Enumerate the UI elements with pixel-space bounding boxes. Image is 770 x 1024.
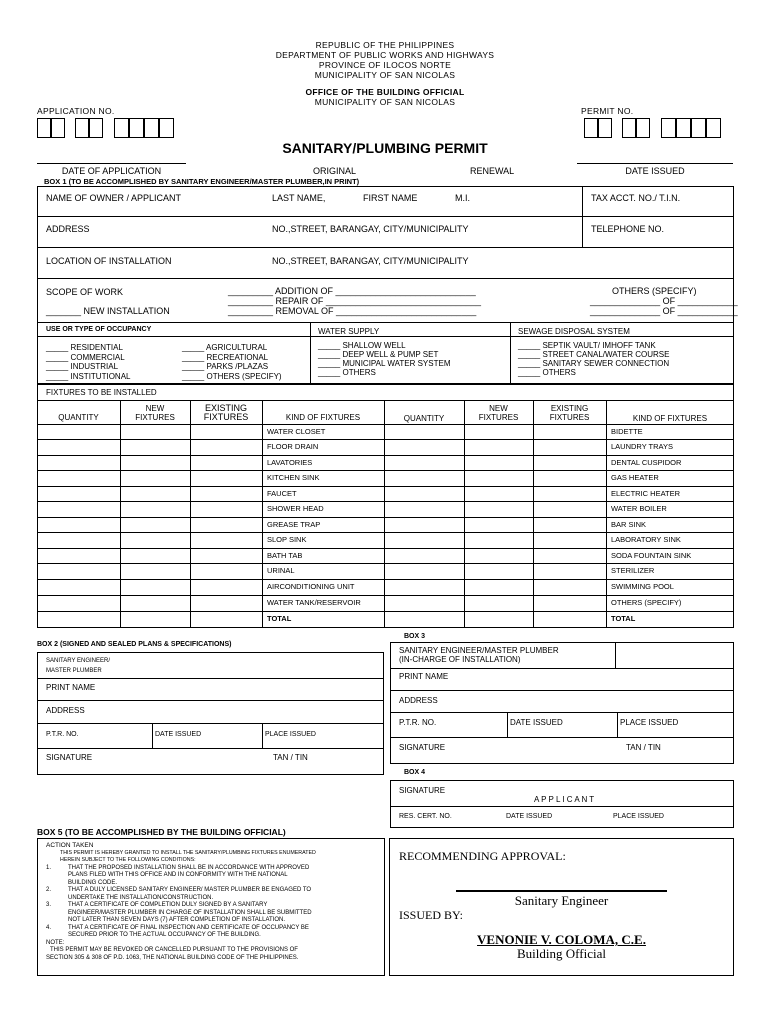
sewage-option[interactable]: _____ OTHERS [518,368,576,377]
fixture-label: FAUCET [267,489,297,498]
box2-tan: TAN / TIN [273,753,308,762]
fixture-label: ELECTRIC HEATER [611,489,681,498]
condition-4 [46,925,380,940]
condition-text: THAT THE PROPOSED INSTALLATION SHALL BE IN ACCORDANCE WITH APPROVED [68,864,310,871]
page-title: SANITARY/PLUMBING PERMIT [282,140,488,156]
box2-ptr: P.T.R. NO. [46,731,79,738]
fixture-label: WATER TANK/RESERVOIR [267,598,361,607]
fixture-label: BAR SINK [611,520,647,529]
fixtures-title: FIXTURES TO BE INSTALLED [46,388,157,397]
conditions-intro: THIS PERMIT IS HEREBY GRANTED TO INSTALL THE SANITARY/PLUMBING FIXTURES ENUMERATED [60,849,316,856]
box3-signature: SIGNATURE [399,743,446,752]
occupancy-option[interactable]: _____ INSTITUTIONAL [46,371,131,381]
app-no-digit[interactable] [37,118,51,138]
condition-text: NOT LATER THAN SEVEN DAYS (7) AFTER COMPLETION OF INSTALLATION. [68,917,286,923]
fixture-label: STERILIZER [611,566,655,575]
header-line2: DEPARTMENT OF PUBLIC WORKS AND HIGHWAYS [275,50,495,60]
permit-no-digit[interactable] [661,118,676,138]
issued-by-label: ISSUED BY: [399,908,463,922]
removal-option[interactable]: _________ REMOVAL OF ____________________________ [228,306,477,316]
fixture-label: OTHERS (SPECIFY) [611,598,682,607]
box3-tan: TAN / TIN [626,743,661,752]
permit-no-digit[interactable] [622,118,636,138]
sanitary-engineer-title: Sanitary Engineer [514,893,609,908]
box3-engineer-label [399,646,559,664]
fixture-label: LABORATORY SINK [611,535,681,544]
app-no-digit[interactable] [75,118,89,138]
scope-label: SCOPE OF WORK [46,287,124,297]
occupancy-option[interactable]: _____ COMMERCIAL [46,352,125,362]
permit-no-digit[interactable] [706,118,721,138]
permit-no-digit[interactable] [584,118,598,138]
sewage-option[interactable]: _____ SANITARY SEWER CONNECTION [518,359,670,368]
condition-1 [46,865,380,888]
fixtures-col-kind-2: KIND OF FIXTURES [632,414,708,423]
telephone-label: TELEPHONE NO. [591,224,665,234]
permit-no-digit[interactable] [676,118,691,138]
box2-engineer-line2: MASTER PLUMBER [46,667,102,674]
box3-title: BOX 3 [404,633,426,640]
water-options [318,341,450,377]
box5-title: BOX 5 (TO BE ACCOMPLISHED BY THE BUILDING OFFICIAL) [37,827,286,837]
app-no-digit[interactable] [144,118,159,138]
addition-option[interactable]: _________ ADDITION OF ____________________________ [228,286,476,296]
box3-engineer-line1: SANITARY ENGINEER/MASTER PLUMBER [399,646,559,655]
renewal-label[interactable]: RENEWAL [470,166,515,176]
app-no-digit[interactable] [159,118,174,138]
condition-text: THAT A CERTIFICATE OF FINAL INSPECTION AND CERTIFICATE OF OCCUPANCY BE [68,924,309,931]
box3-address: ADDRESS [399,696,438,705]
address-label: ADDRESS [46,224,90,234]
box3-print-name: PRINT NAME [399,672,449,681]
app-no-digit[interactable] [89,118,103,138]
occupancy-col1 [46,343,130,381]
fixtures-col-existing-2: EXISTING FIXTURES [549,404,590,422]
repair-option[interactable]: _________ REPAIR OF _______________________________ [228,296,482,306]
permit-no-digit[interactable] [691,118,706,138]
condition-text: THAT A CERTIFICATE OF COMPLETION DULY SIGNED BY A SANITARY [68,902,268,908]
official-name: VENONIE V. COLOMA, C.E. [477,932,646,947]
box3-place-issued: PLACE ISSUED [620,718,679,727]
location-format: NO.,STREET, BARANGAY, CITY/MUNICIPALITY [272,256,469,266]
box3-engineer-line2: (IN-CHARGE OF INSTALLATION) [399,655,521,664]
tax-label: TAX ACCT. NO./ T.I.N. [591,193,681,203]
fixture-label: LAVATORIES [267,458,313,467]
app-no-digit[interactable] [114,118,129,138]
application-no-label: APPLICATION NO. [37,106,115,116]
water-title: WATER SUPPLY [318,327,380,336]
occupancy-option[interactable]: _____ RESIDENTIAL [46,343,123,352]
box1-title: BOX 1 (TO BE ACCOMPLISHED BY SANITARY ENGINEER/MASTER PLUMBER,IN PRINT) [44,177,360,186]
fixture-label: BATH TAB [267,551,303,560]
note-text: THIS PERMIT MAY BE REVOKED OR CANCELLED PURSUANT TO THE PROVISIONS OF [50,947,298,953]
occupancy-title: USE OR TYPE OF OCCUPANCY [46,326,152,333]
water-option[interactable]: _____ OTHERS [318,368,376,377]
occupancy-col2 [182,343,282,381]
header-office: OFFICE OF THE BUILDING OFFICIAL [305,87,465,97]
sewage-option[interactable]: _____ SEPTIK VAULT/ IMHOFF TANK [518,341,656,350]
water-option[interactable]: _____ SHALLOW WELL [318,341,406,350]
fixtures-col-kind: KIND OF FIXTURES [285,413,361,422]
fixture-label: SWIMMING POOL [611,582,674,591]
fixture-label: DENTAL CUSPIDOR [611,458,682,467]
note-label: NOTE: [46,939,65,946]
owner-label: NAME OF OWNER / APPLICANT [46,193,182,203]
fixture-label: LAUNDRY TRAYS [611,442,673,451]
condition-number: 1. [46,864,52,871]
note-text: SECTION 305 & 308 OF P.D. 1063, THE NATIONAL BUILDING CODE OF THE PHILIPPINES. [46,954,299,961]
fixture-label: FLOOR DRAIN [267,442,319,451]
new-installation-option[interactable]: _______ NEW INSTALLATION [46,306,170,316]
header-office-muni: MUNICIPALITY OF SAN NICOLAS [314,97,456,107]
permit-no-digit[interactable] [636,118,650,138]
condition-text: THAT A DULY LICENSED SANITARY ENGINEER/ MASTER PLUMBER BE ENGAGED TO [68,887,312,893]
permit-no-digit[interactable] [598,118,612,138]
fixture-label: SODA FOUNTAIN SINK [611,551,692,560]
others-of-2[interactable]: ______________ OF ____________ [590,306,738,316]
condition-text: BUILDING CODE. [68,879,118,886]
conditions-intro-2: HEREIN SUBJECT TO THE FOLLOWING CONDITIONS: [60,857,196,863]
box3-ptr: P.T.R. NO. [399,718,437,727]
water-option[interactable]: _____ DEEP WELL & PUMP SET [318,350,439,359]
fixture-label: AIRCONDITIONING UNIT [267,582,355,591]
condition-3 [46,902,380,925]
fixture-label: SLOP SINK [267,535,307,544]
condition-number: 2. [46,887,52,893]
date-of-application-label: DATE OF APPLICATION [61,166,162,176]
box4-title: BOX 4 [404,769,426,776]
app-no-digit[interactable] [51,118,65,138]
address-format: NO.,STREET, BARANGAY, CITY/MUNICIPALITY [272,224,469,234]
fixtures-col-quantity-2: QUANTITY [403,414,445,423]
app-no-digit[interactable] [129,118,144,138]
permit-no-label: PERMIT NO. [581,106,634,116]
occupancy-option[interactable]: _____ INDUSTRIAL [46,362,119,371]
condition-2 [46,887,380,902]
box2-title: BOX 2 (SIGNED AND SEALED PLANS & SPECIFICATIONS) [37,641,232,648]
box4-date-issued: DATE ISSUED [506,813,553,820]
action-taken-label: ACTION TAKEN [46,842,94,849]
fixtures-col-new-2: NEW FIXTURES [478,404,519,422]
fixtures-col-new: NEW FIXTURES [135,404,175,422]
header-line4: MUNICIPALITY OF SAN NICOLAS [314,70,456,80]
recommending-approval: RECOMMENDING APPROVAL: [399,849,566,863]
fixtures-col-quantity: QUANTITY [58,413,99,422]
last-name-label: LAST NAME, [272,193,326,203]
sewage-title: SEWAGE DISPOSAL SYSTEM [518,327,630,336]
box2-address: ADDRESS [46,706,85,715]
date-issued-label: DATE ISSUED [625,166,685,176]
sewage-option[interactable]: _____ STREET CANAL/WATER COURSE [518,350,670,359]
box2-signature: SIGNATURE [46,753,93,762]
occupancy-option[interactable]: _____ RECREATIONAL [182,352,269,362]
occupancy-option[interactable]: _____ PARKS /PLAZAS [182,362,269,371]
mi-label: M.I. [455,193,470,203]
box3-date-issued: DATE ISSUED [510,718,563,727]
condition-number: 3. [46,902,52,908]
fixture-label: GREASE TRAP [267,520,321,529]
box4-place-issued: PLACE ISSUED [613,813,664,820]
fixture-total-label: TOTAL [611,614,636,623]
occupancy-option[interactable]: _____ OTHERS (SPECIFY) [182,371,282,381]
fixture-label: BIDETTE [611,427,643,436]
fixture-label: SHOWER HEAD [267,504,324,513]
occupancy-option[interactable]: _____ AGRICULTURAL [182,343,268,352]
water-option[interactable]: _____ MUNICIPAL WATER SYSTEM [318,359,451,368]
fixture-label: URINAL [267,566,295,575]
box2-date-issued: DATE ISSUED [155,731,202,738]
box2-place-issued: PLACE ISSUED [265,731,316,738]
first-name-label: FIRST NAME [363,193,418,203]
fixture-label: WATER BOILER [611,504,667,513]
box4-applicant: A P P L I C A N T [534,795,595,804]
fixtures-col-existing: EXISTING FIXTURES [203,403,249,422]
box2-print-name: PRINT NAME [46,683,96,692]
fixture-total-label: TOTAL [267,614,292,623]
box4-res-cert: RES. CERT. NO. [399,813,452,820]
sewage-options [518,341,669,377]
fixture-label: GAS HEATER [611,473,659,482]
header-line1: REPUBLIC OF THE PHILIPPINES [315,40,455,50]
condition-text: PLANS FILED WITH THIS OFFICE AND IN CONFORMITY WITH THE NATIONAL [68,872,288,878]
box5-conditions [46,842,380,962]
condition-number: 4. [46,924,52,931]
condition-text: SECURED PRIOR TO THE ACTUAL OCCUPANCY OF THE BUILDING. [68,932,261,938]
others-of-1[interactable]: ______________ OF ____________ [590,296,738,306]
original-label[interactable]: ORIGINAL [313,166,357,176]
condition-text: ENGINEER/MASTER PLUMBER IN CHARGE OF INSTALLATION SHALL BE SUBMITTED [68,909,312,916]
header-line3: PROVINCE OF ILOCOS NORTE [318,60,452,70]
fixture-label: KITCHEN SINK [267,473,320,482]
box4-signature: SIGNATURE [399,786,446,795]
official-title: Building Official [517,946,606,961]
condition-text: UNDERTAKE THE INSTALLATION/CONSTRUCTION. [68,894,214,901]
box2-engineer-label [46,658,110,675]
location-label: LOCATION OF INSTALLATION [46,256,172,266]
box2-engineer-line1: SANITARY ENGINEER/ [46,658,111,664]
others-specify-label: OTHERS (SPECIFY) [612,286,697,296]
fixture-label: WATER CLOSET [267,427,326,436]
